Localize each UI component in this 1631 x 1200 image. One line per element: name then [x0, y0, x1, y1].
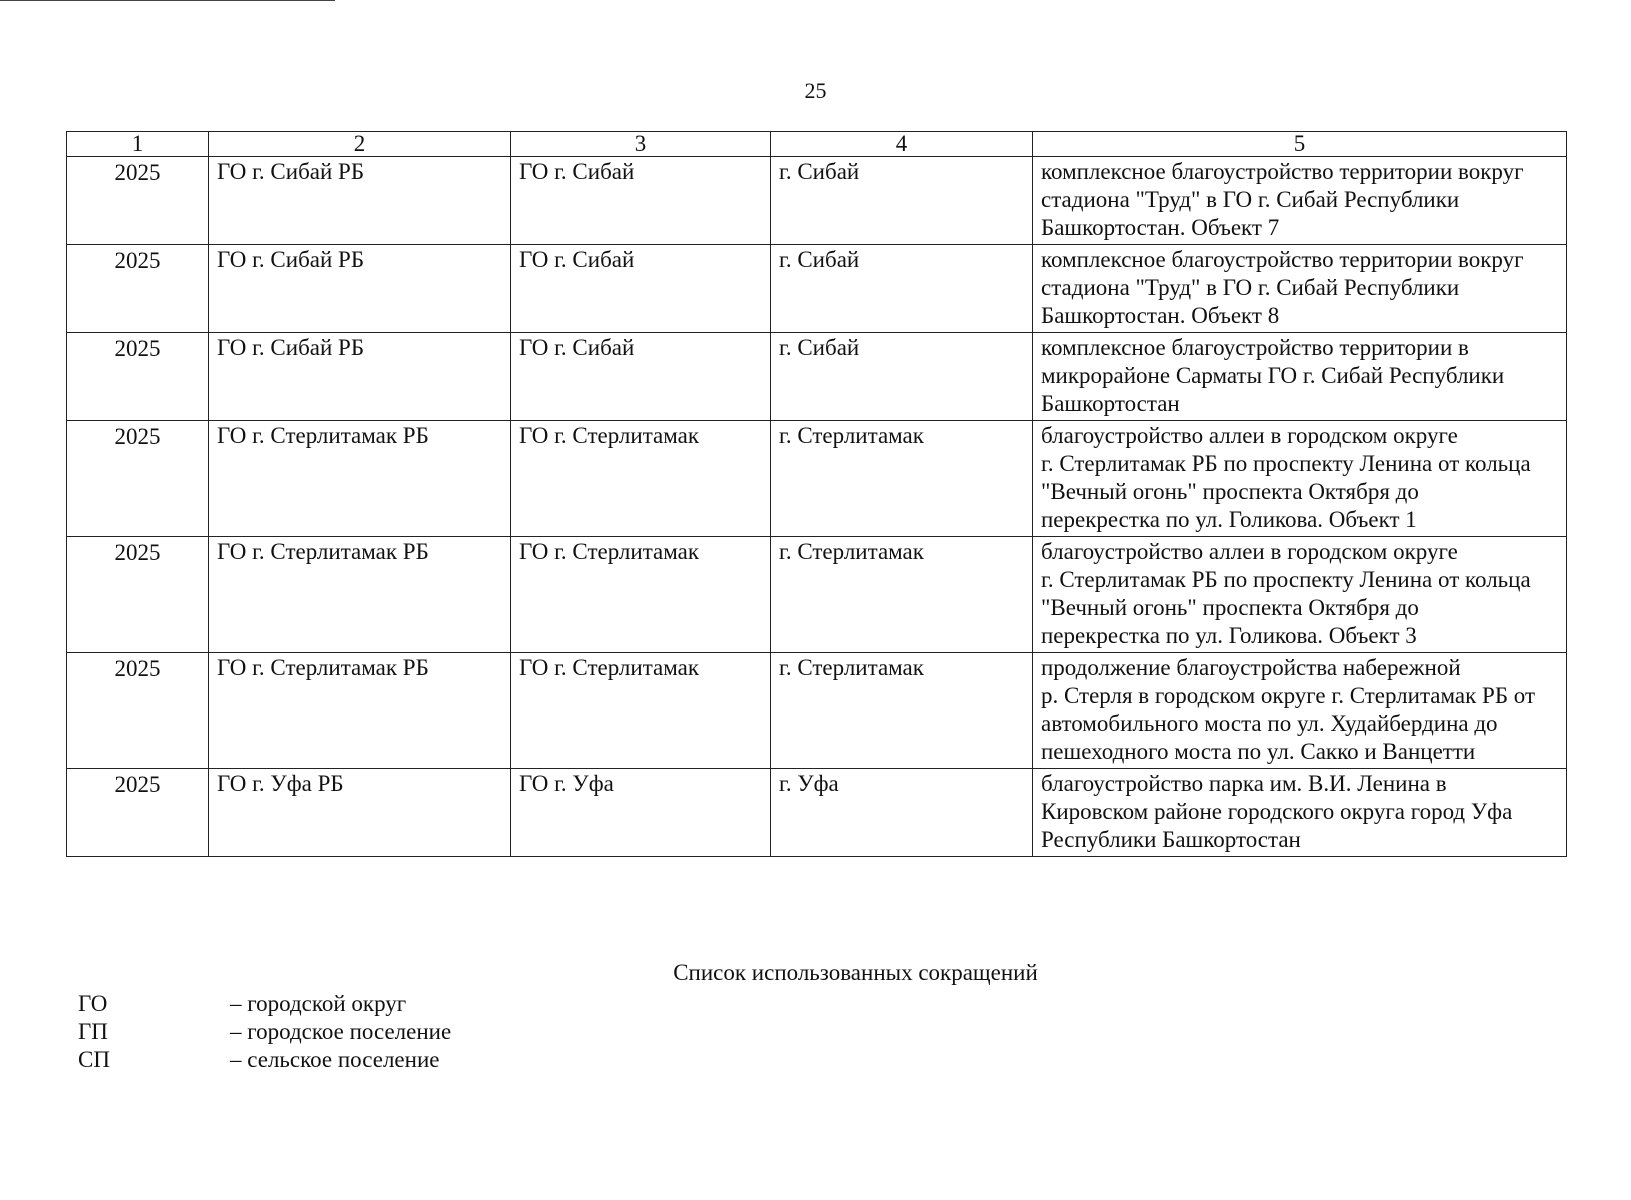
description-line: Башкортостан. Объект 7: [1041, 215, 1280, 240]
description-line: р. Стерля в городском округе г. Стерлитамак РБ от: [1041, 683, 1536, 708]
description-line: Республики Башкортостан: [1041, 827, 1301, 852]
projects-table: [66, 131, 1567, 857]
description-cell: [1033, 245, 1567, 333]
abbreviation-key: ГО: [78, 991, 108, 1016]
page-number: 25: [804, 78, 827, 103]
header-cell-4: 4: [771, 132, 1033, 157]
table-body: [67, 157, 1567, 857]
abbreviation-item: [78, 990, 578, 1018]
description-cell: [1033, 769, 1567, 857]
description-line: стадиона "Труд" в ГО г. Сибай Республики: [1041, 275, 1460, 300]
abbreviation-item: [78, 1018, 578, 1046]
header-cell-5: 5: [1033, 132, 1567, 157]
abbreviations-list: [78, 990, 578, 1074]
municipality-cell: ГО г. Стерлитамак: [511, 421, 771, 537]
description-line: благоустройство парка им. В.И. Ленина в: [1041, 771, 1447, 796]
description-line: комплексное благоустройство территории вокруг: [1041, 159, 1524, 184]
municipality-cell: ГО г. Сибай: [511, 157, 771, 245]
municipality-cell: ГО г. Стерлитамак: [511, 537, 771, 653]
abbreviation-value: – городское поселение: [230, 1019, 452, 1044]
year-cell: 2025: [67, 421, 209, 537]
year-cell: 2025: [67, 333, 209, 421]
settlement-cell: г. Стерлитамак: [771, 653, 1033, 769]
description-line: комплексное благоустройство территории в: [1041, 335, 1469, 360]
year-cell: 2025: [67, 769, 209, 857]
header-cell-3: 3: [511, 132, 771, 157]
description-cell: [1033, 653, 1567, 769]
settlement-cell: г. Уфа: [771, 769, 1033, 857]
description-line: Кировском районе городского округа город Уфа: [1041, 799, 1513, 824]
year-cell: 2025: [67, 537, 209, 653]
description-line: г. Стерлитамак РБ по проспекту Ленина от кольца: [1041, 567, 1531, 592]
settlement-cell: г. Сибай: [771, 245, 1033, 333]
table-row: [67, 245, 1567, 333]
municipality-cell: ГО г. Стерлитамак: [511, 653, 771, 769]
abbreviation-value: – сельское поселение: [230, 1047, 440, 1072]
description-line: "Вечный огонь" проспекта Октября до: [1041, 595, 1419, 620]
table-row: [67, 653, 1567, 769]
settlement-cell: г. Стерлитамак: [771, 537, 1033, 653]
description-cell: [1033, 421, 1567, 537]
abbreviation-item: [78, 1046, 578, 1074]
table-header-row: [67, 132, 1567, 157]
abbreviations-title: Список использованных сокращений: [673, 960, 1038, 985]
settlement-cell: г. Сибай: [771, 333, 1033, 421]
recipient-cell: ГО г. Стерлитамак РБ: [209, 537, 511, 653]
description-line: автомобильного моста по ул. Худайбердина до: [1041, 711, 1498, 736]
description-line: продолжение благоустройства набережной: [1041, 655, 1461, 680]
table-row: [67, 537, 1567, 653]
description-cell: [1033, 157, 1567, 245]
description-line: комплексное благоустройство территории вокруг: [1041, 247, 1524, 272]
settlement-cell: г. Сибай: [771, 157, 1033, 245]
recipient-cell: ГО г. Уфа РБ: [209, 769, 511, 857]
header-cell-2: 2: [209, 132, 511, 157]
year-cell: 2025: [67, 653, 209, 769]
description-line: благоустройство аллеи в городском округе: [1041, 423, 1458, 448]
abbreviation-value: – городской округ: [230, 991, 407, 1016]
description-line: перекрестка по ул. Голикова. Объект 1: [1041, 507, 1417, 532]
recipient-cell: ГО г. Стерлитамак РБ: [209, 653, 511, 769]
header-cell-1: 1: [67, 132, 209, 157]
settlement-cell: г. Стерлитамак: [771, 421, 1033, 537]
year-cell: 2025: [67, 157, 209, 245]
top-rule-line: [0, 0, 335, 1]
description-line: "Вечный огонь" проспекта Октября до: [1041, 479, 1419, 504]
table-row: [67, 769, 1567, 857]
year-cell: 2025: [67, 245, 209, 333]
abbreviation-key: СП: [78, 1047, 110, 1072]
description-line: пешеходного моста по ул. Сакко и Ванцетти: [1041, 739, 1476, 764]
recipient-cell: ГО г. Сибай РБ: [209, 245, 511, 333]
abbreviation-key: ГП: [78, 1019, 108, 1044]
table-row: [67, 333, 1567, 421]
description-line: г. Стерлитамак РБ по проспекту Ленина от кольца: [1041, 451, 1531, 476]
description-cell: [1033, 333, 1567, 421]
table-row: [67, 157, 1567, 245]
description-line: перекрестка по ул. Голикова. Объект 3: [1041, 623, 1417, 648]
table-row: [67, 421, 1567, 537]
description-line: Башкортостан: [1041, 391, 1180, 416]
description-cell: [1033, 537, 1567, 653]
recipient-cell: ГО г. Стерлитамак РБ: [209, 421, 511, 537]
description-line: благоустройство аллеи в городском округе: [1041, 539, 1458, 564]
description-line: Башкортостан. Объект 8: [1041, 303, 1280, 328]
recipient-cell: ГО г. Сибай РБ: [209, 157, 511, 245]
description-line: микрорайоне Сарматы ГО г. Сибай Республики: [1041, 363, 1505, 388]
description-line: стадиона "Труд" в ГО г. Сибай Республики: [1041, 187, 1460, 212]
recipient-cell: ГО г. Сибай РБ: [209, 333, 511, 421]
municipality-cell: ГО г. Сибай: [511, 245, 771, 333]
municipality-cell: ГО г. Уфа: [511, 769, 771, 857]
municipality-cell: ГО г. Сибай: [511, 333, 771, 421]
